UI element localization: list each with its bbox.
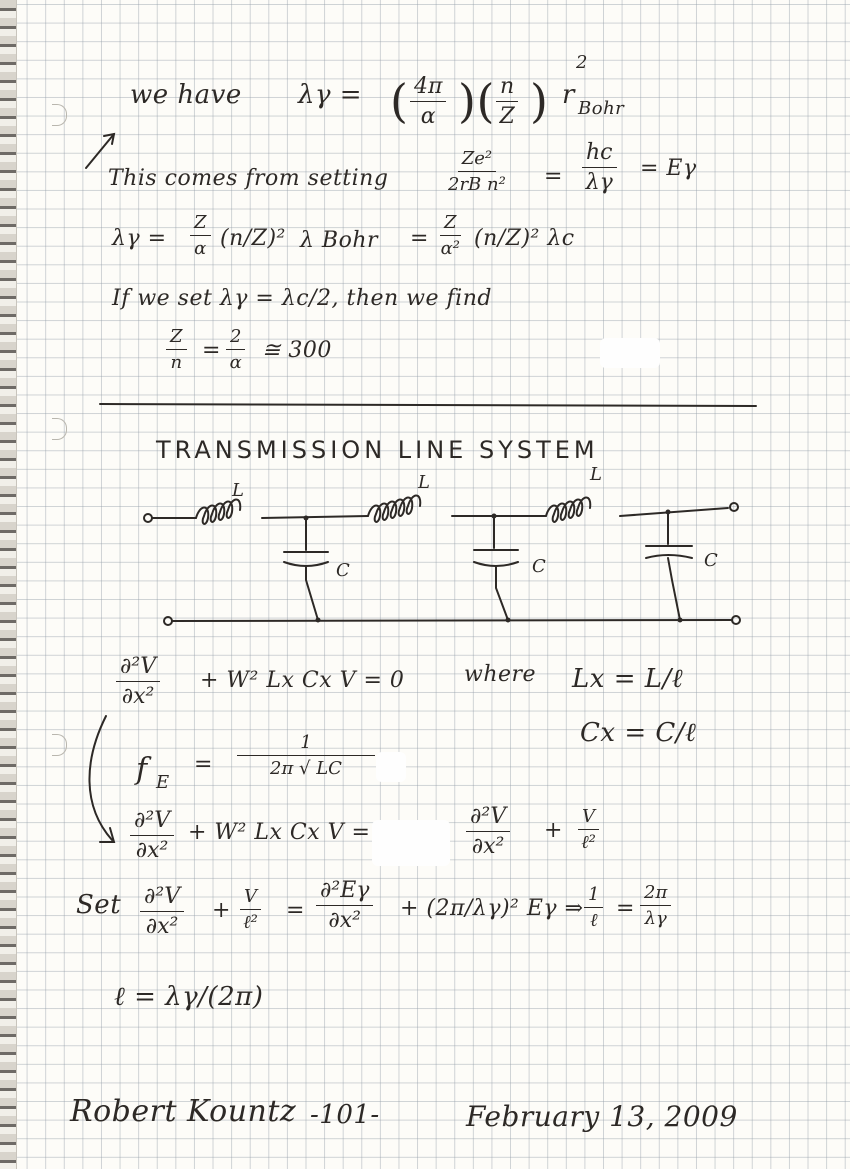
- numerator: hc: [582, 140, 617, 168]
- numerator: 2: [226, 326, 245, 350]
- eq-sign: =: [202, 338, 221, 363]
- if-we-set-text: If we set λγ = λc/2, then we find: [112, 286, 492, 311]
- numerator: Z: [190, 212, 211, 236]
- fraction-1-l: [584, 884, 603, 931]
- bottom-rail: [172, 620, 732, 621]
- denominator: λγ: [585, 170, 613, 195]
- Cx-definition: Cx = C/ℓ: [580, 718, 697, 748]
- numerator: ∂²Eγ: [316, 878, 373, 906]
- denominator: n: [170, 352, 183, 373]
- denominator: ∂x²: [328, 908, 361, 933]
- terminal: [730, 503, 738, 511]
- eq-sign: =: [194, 752, 213, 777]
- we-have-text: we have: [130, 80, 242, 110]
- page-number: -101-: [310, 1100, 380, 1130]
- paren-n-z-lambda-c: (n/Z)² λc: [474, 226, 575, 251]
- terminal: [164, 617, 172, 625]
- r-symbol: r: [562, 80, 575, 110]
- plus: +: [544, 818, 563, 843]
- paren: (: [390, 74, 409, 128]
- denominator: Z: [499, 104, 515, 129]
- curved-arrow: [89, 716, 112, 840]
- fraction-d2E-dx2: [316, 878, 373, 933]
- comes-from-text: This comes from setting: [108, 166, 389, 191]
- inductor-3: [546, 498, 590, 522]
- fraction-v-l2-set: [240, 886, 261, 933]
- denominator: α: [194, 238, 207, 259]
- reference-arrow: [86, 134, 114, 168]
- capacitor-label: C: [336, 560, 351, 581]
- paren: ): [530, 74, 549, 128]
- author-signature: Robert Kountz: [70, 1094, 297, 1129]
- denominator: α: [229, 352, 242, 373]
- numerator: ∂²V: [116, 654, 160, 682]
- numerator: 1: [584, 884, 603, 908]
- eq-sign: =: [616, 896, 635, 921]
- denominator: α: [420, 104, 436, 129]
- numerator: V: [240, 886, 261, 910]
- numerator: Ze²: [458, 148, 496, 172]
- numerator: 4π: [410, 74, 446, 102]
- eq-sign: =: [410, 226, 429, 251]
- denominator: ℓ: [589, 910, 598, 931]
- numerator: n: [496, 74, 518, 102]
- plus-2pi-term: + (2π/λγ)² Eγ ⇒: [400, 896, 584, 921]
- capacitor-2: [474, 516, 518, 620]
- fraction-d2v-dx2: [116, 654, 160, 709]
- denominator: ℓ²: [243, 912, 258, 933]
- fE-symbol: f: [136, 752, 148, 787]
- numerator: ∂²V: [466, 804, 510, 832]
- l-result: ℓ = λγ/(2π): [114, 982, 264, 1012]
- Lx-definition: Lx = L/ℓ: [572, 664, 684, 694]
- eq-energy: = Eγ: [640, 156, 697, 181]
- lambda-gamma-lhs: λγ =: [112, 226, 167, 251]
- bohr-subscript: Bohr: [578, 98, 625, 119]
- fraction-v-l2: [578, 806, 599, 853]
- fE-subscript: E: [156, 772, 170, 793]
- capacitor-label: C: [704, 550, 719, 571]
- terminal: [732, 616, 740, 624]
- numerator: Z: [440, 212, 461, 236]
- capacitor-3: [646, 512, 692, 620]
- numerator: ∂²V: [130, 808, 174, 836]
- numerator: ∂²V: [140, 884, 184, 912]
- inductor-1: [196, 500, 240, 524]
- date: February 13, 2009: [466, 1100, 738, 1133]
- denominator: ℓ²: [581, 832, 596, 853]
- section-title: TRANSMISSION LINE SYSTEM: [156, 436, 599, 464]
- capacitor-1: [284, 518, 328, 620]
- inductor-label: L: [232, 480, 245, 501]
- numerator: V: [578, 806, 599, 830]
- numerator: 2π: [640, 882, 671, 906]
- denominator: ∂x²: [135, 838, 169, 863]
- numerator: Z: [166, 326, 187, 350]
- fraction-fE: [236, 732, 376, 779]
- denominator: α²: [440, 238, 460, 259]
- lambda-gamma-eq: λγ =: [298, 80, 363, 110]
- fraction-d2v-dx2: [130, 808, 174, 863]
- fraction-2pi-lambda: [640, 882, 671, 929]
- inductor-label: L: [590, 464, 603, 485]
- denominator: 2π √ LC: [270, 758, 342, 779]
- denominator: 2rB n²: [448, 174, 506, 195]
- terminal: [144, 514, 152, 522]
- denominator: ∂x²: [121, 684, 155, 709]
- approx-300: ≅ 300: [262, 338, 332, 363]
- set-word: Set: [76, 890, 122, 920]
- denominator: ∂x²: [145, 914, 179, 939]
- paren: )(: [458, 74, 495, 128]
- lambda-bohr: λ Bohr: [300, 228, 379, 253]
- capacitor-label: C: [532, 556, 547, 577]
- inductor-label: L: [418, 472, 431, 493]
- inductor-2: [368, 496, 420, 522]
- divider-line: [100, 404, 756, 406]
- exponent: 2: [576, 52, 588, 73]
- fraction-d2v-dx2-set: [140, 884, 184, 939]
- eq2-rest: + W² Lx Cx V =: [188, 820, 371, 845]
- eq-sign: =: [544, 164, 563, 189]
- wave-eq-rest: + W² Lx Cx V = 0: [200, 668, 405, 693]
- where-text: where: [464, 662, 537, 687]
- numerator: 1: [237, 732, 375, 756]
- denominator: λγ: [644, 908, 667, 929]
- eq-sign: =: [286, 898, 305, 923]
- denominator: ∂x²: [471, 834, 505, 859]
- plus: +: [212, 898, 231, 923]
- paren-n-z: (n/Z)²: [220, 226, 286, 251]
- fraction-d2v-dx2-rhs: [466, 804, 510, 859]
